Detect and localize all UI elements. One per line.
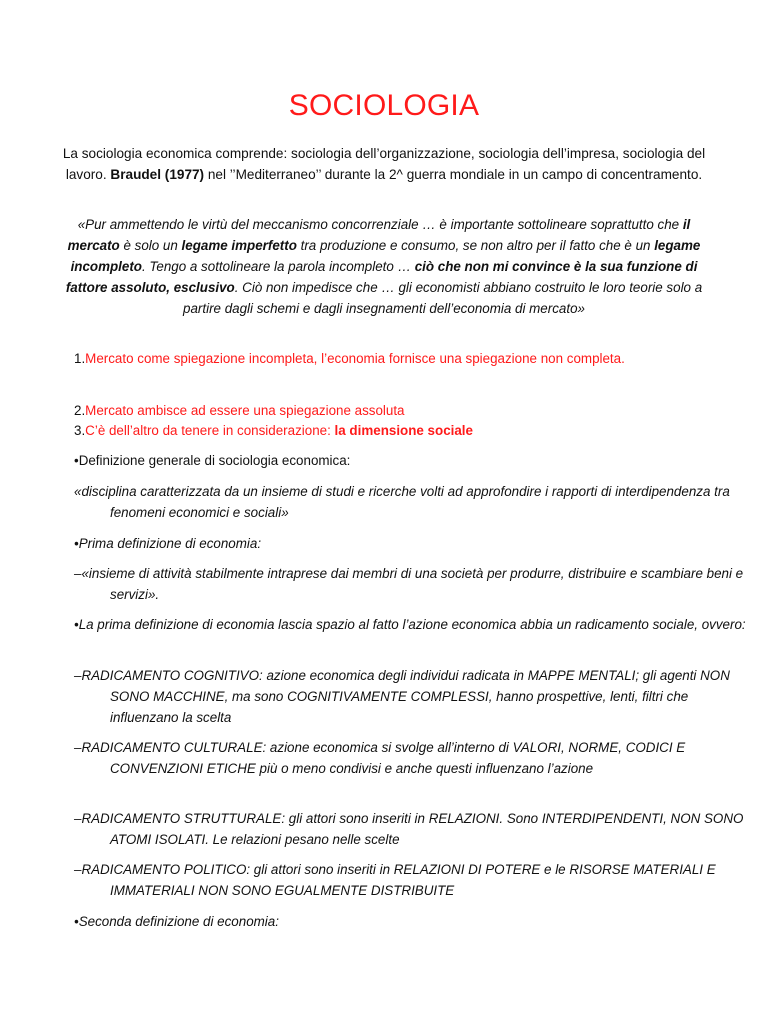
point-1-number: 1. bbox=[74, 351, 86, 366]
intro-citation: Braudel (1977) bbox=[110, 167, 205, 182]
point-3 bbox=[74, 420, 714, 441]
rad-cognitivo: –RADICAMENTO COGNITIVO: azione economica degli individui radicata in MAPPE MENTALI; gli agenti NON SONO MACCHINE, ma sono COGNITIVAMENTE COMPLESSI, hanno prospettive, lenti, filtri che influenzano la scelta bbox=[74, 668, 730, 725]
first-def-text: –«insieme di attività stabilmente intraprese dai membri di una società per produrre, distribuire e scambiare beni e servizi». bbox=[74, 566, 744, 602]
rad-culturale: –RADICAMENTO CULTURALE: azione economica si svolge all’interno di VALORI, NORME, CODICI E CONVENZIONI ETICHE più o meno condivisi e anche questi influenzano l’azione bbox=[74, 740, 686, 776]
quote-bold-4: ciò che non mi convince è la sua funzione di fattore assoluto, esclusivo bbox=[65, 259, 698, 295]
quote-text-2: è solo un bbox=[119, 238, 182, 253]
point-3-number: 3. bbox=[74, 423, 86, 438]
def-general-heading: •Definizione generale di sociologia economica: bbox=[74, 453, 351, 468]
intro-paragraph bbox=[60, 143, 708, 185]
rad-strutturale: –RADICAMENTO STRUTTURALE: gli attori sono inseriti in RELAZIONI. Sono INTERDIPENDENTI, NON SONO ATOMI ISOLATI. Le relazioni pesano nelle scelte bbox=[74, 811, 744, 847]
page-title: SOCIOLOGIA bbox=[288, 89, 480, 122]
braudel-quote bbox=[60, 214, 708, 319]
point-1-text: Mercato come spiegazione incompleta, l’economia fornisce una spiegazione non completa. bbox=[85, 351, 625, 366]
quote-bold-2: legame imperfetto bbox=[181, 238, 297, 253]
first-def-note: •La prima definizione di economia lascia spazio al fatto l’azione economica abbia un radicamento sociale, ovvero: bbox=[74, 617, 746, 632]
quote-text-5: . Ciò non impedisce che … gli economisti abbiano costruito le loro teorie solo a partire dagli schemi e dagli insegnamenti dell’economia di mercato» bbox=[183, 280, 703, 316]
point-3-bold: la dimensione sociale bbox=[334, 423, 473, 438]
first-def-heading: •Prima definizione di economia: bbox=[74, 536, 262, 551]
point-2-text: Mercato ambisce ad essere una spiegazione assoluta bbox=[85, 403, 405, 418]
second-def-heading: •Seconda definizione di economia: bbox=[74, 914, 279, 929]
quote-text-1: «Pur ammettendo le virtù del meccanismo concorrenziale … è importante sottolineare soprattutto che bbox=[77, 217, 683, 232]
point-2-number: 2. bbox=[74, 403, 86, 418]
point-1 bbox=[74, 348, 750, 369]
quote-bold-3: legame incompleto bbox=[70, 238, 701, 274]
intro-text-1: La sociologia economica comprende: sociologia dell’organizzazione, sociologia dell’impresa, sociologia del lavoro. bbox=[62, 146, 706, 182]
quote-text-4: . Tengo a sottolineare la parola incompleto … bbox=[141, 259, 415, 274]
point-2 bbox=[74, 400, 714, 421]
point-3-text: C’è dell’altro da tenere in considerazione: bbox=[85, 423, 335, 438]
intro-text-2: nel ’’Mediterraneo’’ durante la 2^ guerra mondiale in un campo di concentramento. bbox=[204, 167, 703, 182]
quote-text-3: tra produzione e consumo, se non altro per il fatto che è un bbox=[296, 238, 655, 253]
quote-bold-1: il mercato bbox=[67, 217, 691, 253]
rad-politico: –RADICAMENTO POLITICO: gli attori sono inseriti in RELAZIONI DI POTERE e le RISORSE MATERIALI E IMMATERIALI NON SONO EGUALMENTE DISTRIBUITE bbox=[74, 862, 716, 898]
def-general-text: «disciplina caratterizzata da un insieme di studi e ricerche volti ad approfondire i rapporti di interdipendenza tra fenomeni economici e sociali» bbox=[74, 484, 730, 520]
